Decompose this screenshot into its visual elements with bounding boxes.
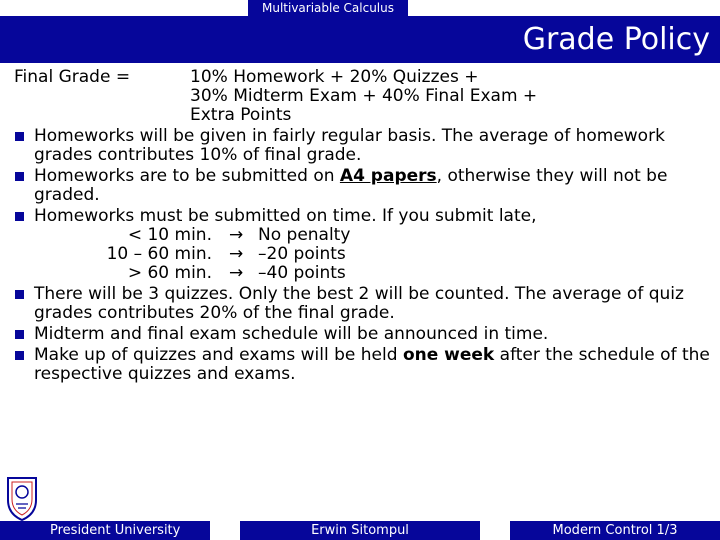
footer-author: Erwin Sitompul bbox=[240, 521, 480, 540]
slide-content bbox=[14, 68, 714, 384]
square-bullet-icon bbox=[15, 212, 24, 221]
bullet-makeup bbox=[14, 346, 714, 384]
formula-line: Extra Points bbox=[190, 105, 292, 125]
penalty-result: –20 points bbox=[258, 244, 346, 264]
emphasis-one-week: one week bbox=[402, 345, 495, 365]
square-bullet-icon bbox=[15, 351, 24, 360]
penalty-row bbox=[34, 264, 714, 283]
bullet-text: Homeworks must be submitted on time. If you submit late, bbox=[34, 206, 537, 226]
text-segment: after the schedule of the respective quizzes and exams. bbox=[34, 345, 710, 384]
final-grade-label: Final Grade = bbox=[14, 67, 131, 87]
footer-course-page: Modern Control 1/3 bbox=[510, 521, 720, 540]
title-divider bbox=[0, 61, 720, 63]
arrow-right-icon: → bbox=[229, 244, 244, 264]
course-title: Multivariable Calculus bbox=[248, 0, 408, 16]
text-segment: Homeworks are to be submitted on bbox=[34, 166, 340, 186]
university-logo bbox=[4, 474, 40, 522]
slide-title: Grade Policy bbox=[522, 22, 710, 57]
bullet-exam-schedule bbox=[14, 325, 714, 344]
formula-lines bbox=[190, 68, 537, 125]
bullet-a4-papers bbox=[14, 167, 714, 205]
text-segment: , otherwise they will not be graded. bbox=[34, 166, 668, 205]
formula-line: 10% Homework + 20% Quizzes + bbox=[190, 67, 479, 87]
footer-institution: President University bbox=[0, 521, 210, 540]
bullet-text bbox=[34, 346, 714, 384]
bullet-quizzes bbox=[14, 285, 714, 323]
bullet-text: Midterm and final exam schedule will be announced in time. bbox=[34, 324, 549, 344]
penalty-result: –40 points bbox=[258, 263, 346, 283]
arrow-right-icon: → bbox=[229, 263, 244, 283]
square-bullet-icon bbox=[15, 290, 24, 299]
square-bullet-icon bbox=[15, 172, 24, 181]
penalty-range: 10 – 60 min. bbox=[106, 244, 212, 264]
penalty-row bbox=[34, 226, 714, 245]
penalty-range: > 60 min. bbox=[127, 263, 212, 283]
penalty-range: < 10 min. bbox=[127, 225, 212, 245]
square-bullet-icon bbox=[15, 132, 24, 141]
final-grade-formula bbox=[14, 68, 714, 125]
formula-line: 30% Midterm Exam + 40% Final Exam + bbox=[190, 86, 538, 106]
bullet-homework-grades bbox=[14, 127, 714, 165]
bullet-text: There will be 3 quizzes. Only the best 2 will be counted. The average of quiz grades contributes 20% of the final grade. bbox=[34, 284, 684, 323]
emphasis-a4-papers: A4 papers bbox=[339, 166, 437, 186]
arrow-right-icon: → bbox=[229, 225, 244, 245]
bullet-text: Homeworks will be given in fairly regular basis. The average of homework grades contributes 10% of final grade. bbox=[34, 126, 665, 165]
penalty-row bbox=[34, 245, 714, 264]
text-segment: Make up of quizzes and exams will be held bbox=[34, 345, 403, 365]
bullet-late-policy bbox=[14, 207, 714, 283]
penalty-result: No penalty bbox=[258, 225, 351, 245]
bullet-text bbox=[34, 167, 714, 205]
square-bullet-icon bbox=[15, 330, 24, 339]
